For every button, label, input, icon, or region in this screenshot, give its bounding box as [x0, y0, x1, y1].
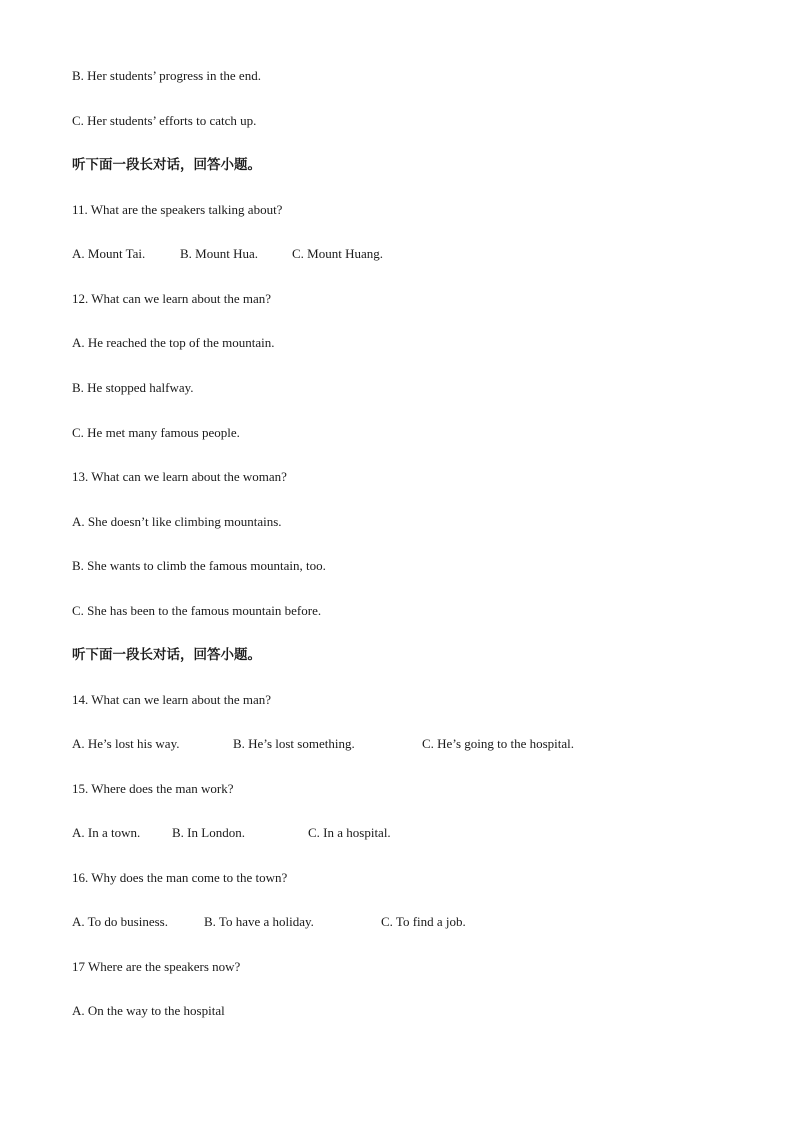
option-16-b: B. To have a holiday.	[204, 914, 314, 929]
question-14: 14. What can we learn about the man?	[72, 692, 272, 707]
question-13: 13. What can we learn about the woman?	[72, 469, 287, 484]
option-13-a: A. She doesn’t like climbing mountains.	[72, 514, 282, 529]
option-14-c: C. He’s going to the hospital.	[422, 736, 575, 751]
option-12-a: A. He reached the top of the mountain.	[72, 335, 275, 350]
section-heading-1: 听下面一段长对话，回答小题。	[72, 157, 261, 173]
question-11: 11. What are the speakers talking about?	[72, 202, 283, 217]
option-14-b: B. He’s lost something.	[233, 736, 355, 751]
question-16: 16. Why does the man come to the town?	[72, 870, 288, 885]
section-heading-2: 听下面一段长对话，回答小题。	[72, 647, 261, 663]
option-16-c: C. To find a job.	[381, 914, 466, 929]
option-15-c: C. In a hospital.	[308, 825, 391, 840]
question-17: 17 Where are the speakers now?	[72, 959, 241, 974]
option-13-c: C. She has been to the famous mountain before.	[72, 603, 322, 618]
option-14-a: A. He’s lost his way.	[72, 736, 180, 751]
option-16-a: A. To do business.	[72, 914, 168, 929]
option-17-a: A. On the way to the hospital	[72, 1003, 225, 1018]
question-12: 12. What can we learn about the man?	[72, 291, 272, 306]
option-10-b: B. Her students’ progress in the end.	[72, 68, 261, 83]
option-11-b: B. Mount Hua.	[180, 246, 258, 261]
option-11-c: C. Mount Huang.	[292, 246, 383, 261]
option-12-b: B. He stopped halfway.	[72, 380, 194, 395]
option-12-c: C. He met many famous people.	[72, 425, 240, 440]
question-15: 15. Where does the man work?	[72, 781, 234, 796]
option-15-b: B. In London.	[172, 825, 245, 840]
option-11-a: A. Mount Tai.	[72, 246, 146, 261]
option-15-a: A. In a town.	[72, 825, 141, 840]
option-10-c: C. Her students’ efforts to catch up.	[72, 113, 257, 128]
option-13-b: B. She wants to climb the famous mountain, too.	[72, 558, 326, 573]
